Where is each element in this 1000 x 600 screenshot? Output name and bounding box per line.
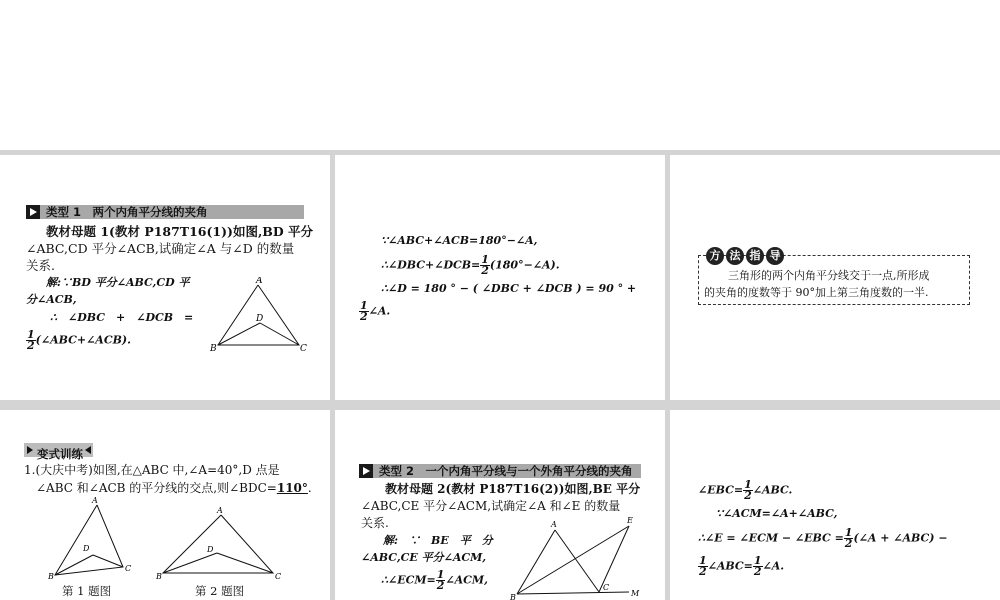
fraction-half: $\frac{1}{2}$ xyxy=(699,554,707,578)
proof-line-3: ∴∠E = ∠ECM − ∠EBC = $\frac{1}{2}$ (∠A + ∠ABC) − xyxy=(698,526,948,550)
point-label-d: D xyxy=(83,544,90,553)
section-header xyxy=(26,205,304,219)
section-header-label: 类型 2 一个内角平分线与一个外角平分线的夹角 xyxy=(379,464,633,478)
fraction-half: $\frac{1}{2}$ xyxy=(360,299,368,323)
proof-line-4: $\frac{1}{2}$ ∠A. xyxy=(360,299,391,323)
solution-line-1: 解: ∵ BE 平 分 xyxy=(383,534,493,547)
solution-line-2: 分∠ACB, xyxy=(26,293,77,306)
problem-line-3: 关系. xyxy=(26,258,55,273)
problem-line-2: ∠ABC,CE 平分∠ACM,试确定∠A 和∠E 的数量 xyxy=(361,499,621,513)
answer-value: 110° xyxy=(276,481,308,495)
proof-line-4: $\frac{1}{2}$ ∠ABC= $\frac{1}{2}$ ∠A. xyxy=(699,554,785,578)
triangle-figure-q2 xyxy=(155,505,285,580)
badge-char: 法 xyxy=(726,247,744,265)
proof-line-1: ∠EBC= $\frac{1}{2}$ ∠ABC. xyxy=(698,478,793,502)
triangle-figure-q1 xyxy=(45,497,135,579)
variant-training-label: 变式训练 xyxy=(37,447,83,461)
vertex-label-a: A xyxy=(551,520,557,529)
question-line-1: 1.(大庆中考)如图,在△ABC 中,∠A=40°,D 点是 xyxy=(24,463,280,477)
point-label-d: D xyxy=(207,545,214,554)
solution-line-3: ∴∠ECM= $\frac{1}{2}$ ∠ACM, xyxy=(381,568,488,592)
slide-panel-1[interactable] xyxy=(0,155,330,400)
slide-panel-6[interactable] xyxy=(670,410,1000,600)
play-triangle-icon xyxy=(26,205,40,219)
vertex-label-c: C xyxy=(125,564,132,573)
slide-panel-5[interactable] xyxy=(335,410,665,600)
fraction-half: $\frac{1}{2}$ xyxy=(753,554,762,578)
method-guide-badge xyxy=(706,247,784,265)
slide-panel-3[interactable] xyxy=(670,155,1000,400)
point-label-e: E xyxy=(627,516,633,525)
figure-caption-1: 第 1 题图 xyxy=(62,584,112,598)
problem-line-1: 教材母题 1(教材 P187T16(1))如图,BD 平分 xyxy=(46,224,314,239)
vertex-label-a: A xyxy=(217,506,223,515)
fraction-half: $\frac{1}{2}$ xyxy=(27,328,35,352)
fraction-half: $\frac{1}{2}$ xyxy=(744,478,752,502)
vertex-label-a: A xyxy=(256,277,263,286)
problem-line-1: 教材母题 2(教材 P187T16(2))如图,BE 平分 xyxy=(385,482,641,496)
variant-training-header xyxy=(24,443,93,461)
fraction-half: $\frac{1}{2}$ xyxy=(436,568,445,592)
proof-line-3: ∴∠D = 180 ° − ( ∠DBC + ∠DCB ) = 90 ° + xyxy=(381,282,637,295)
vertex-label-c: C xyxy=(300,344,307,353)
method-guide-line-1: 三角形的两个内角平分线交于一点,所形成 xyxy=(728,269,930,282)
slide-panel-2[interactable] xyxy=(335,155,665,400)
play-triangle-icon xyxy=(359,464,373,478)
triangle-figure-1 xyxy=(208,277,308,353)
section-header-label: 类型 1 两个内角平分线的夹角 xyxy=(46,205,208,219)
slide-panel-4[interactable] xyxy=(0,410,330,600)
section-header xyxy=(359,464,641,478)
vertex-label-b: B xyxy=(48,572,54,579)
fraction-half: $\frac{1}{2}$ xyxy=(481,253,489,277)
solution-line-2: ∠ABC,CE 平分∠ACM, xyxy=(361,551,487,564)
proof-line-2: ∴∠DBC+∠DCB= $\frac{1}{2}$ (180°−∠A). xyxy=(381,253,560,277)
problem-line-2: ∠ABC,CD 平分∠ACB,试确定∠A 与∠D 的数量 xyxy=(26,241,295,256)
problem-line-3: 关系. xyxy=(361,516,389,530)
proof-line-1: ∵∠ABC+∠ACB=180°−∠A, xyxy=(381,234,538,247)
point-label-d: D xyxy=(256,314,264,324)
vertex-label-c: C xyxy=(603,583,610,592)
figure-caption-2: 第 2 题图 xyxy=(195,584,245,598)
vertex-label-b: B xyxy=(210,344,217,353)
solution-line-1: 解:∵BD 平分∠ABC,CD 平 xyxy=(46,276,190,289)
badge-char: 指 xyxy=(746,247,764,265)
solution-line-4: $\frac{1}{2}$ (∠ABC+∠ACB). xyxy=(27,328,131,352)
solution-line-3: ∴ ∠DBC + ∠DCB = xyxy=(50,311,194,324)
triangle-figure-2 xyxy=(507,514,647,600)
vertex-label-c: C xyxy=(275,572,282,580)
question-line-2: ∠ABC 和∠ACB 的平分线的交点,则∠BDC=110°. xyxy=(36,481,312,495)
vertex-label-a: A xyxy=(92,497,98,505)
fraction-half: $\frac{1}{2}$ xyxy=(844,526,853,550)
method-guide-line-2: 的夹角的度数等于 90°加上第三角度数的一半. xyxy=(704,286,929,299)
point-label-m: M xyxy=(631,589,640,598)
vertex-label-b: B xyxy=(156,572,162,580)
proof-line-2: ∵∠ACM=∠A+∠ABC, xyxy=(716,507,838,520)
badge-char: 导 xyxy=(766,247,784,265)
arrow-left-icon xyxy=(85,446,91,454)
vertex-label-b: B xyxy=(510,593,516,600)
badge-char: 方 xyxy=(706,247,724,265)
arrow-right-icon xyxy=(27,446,33,454)
